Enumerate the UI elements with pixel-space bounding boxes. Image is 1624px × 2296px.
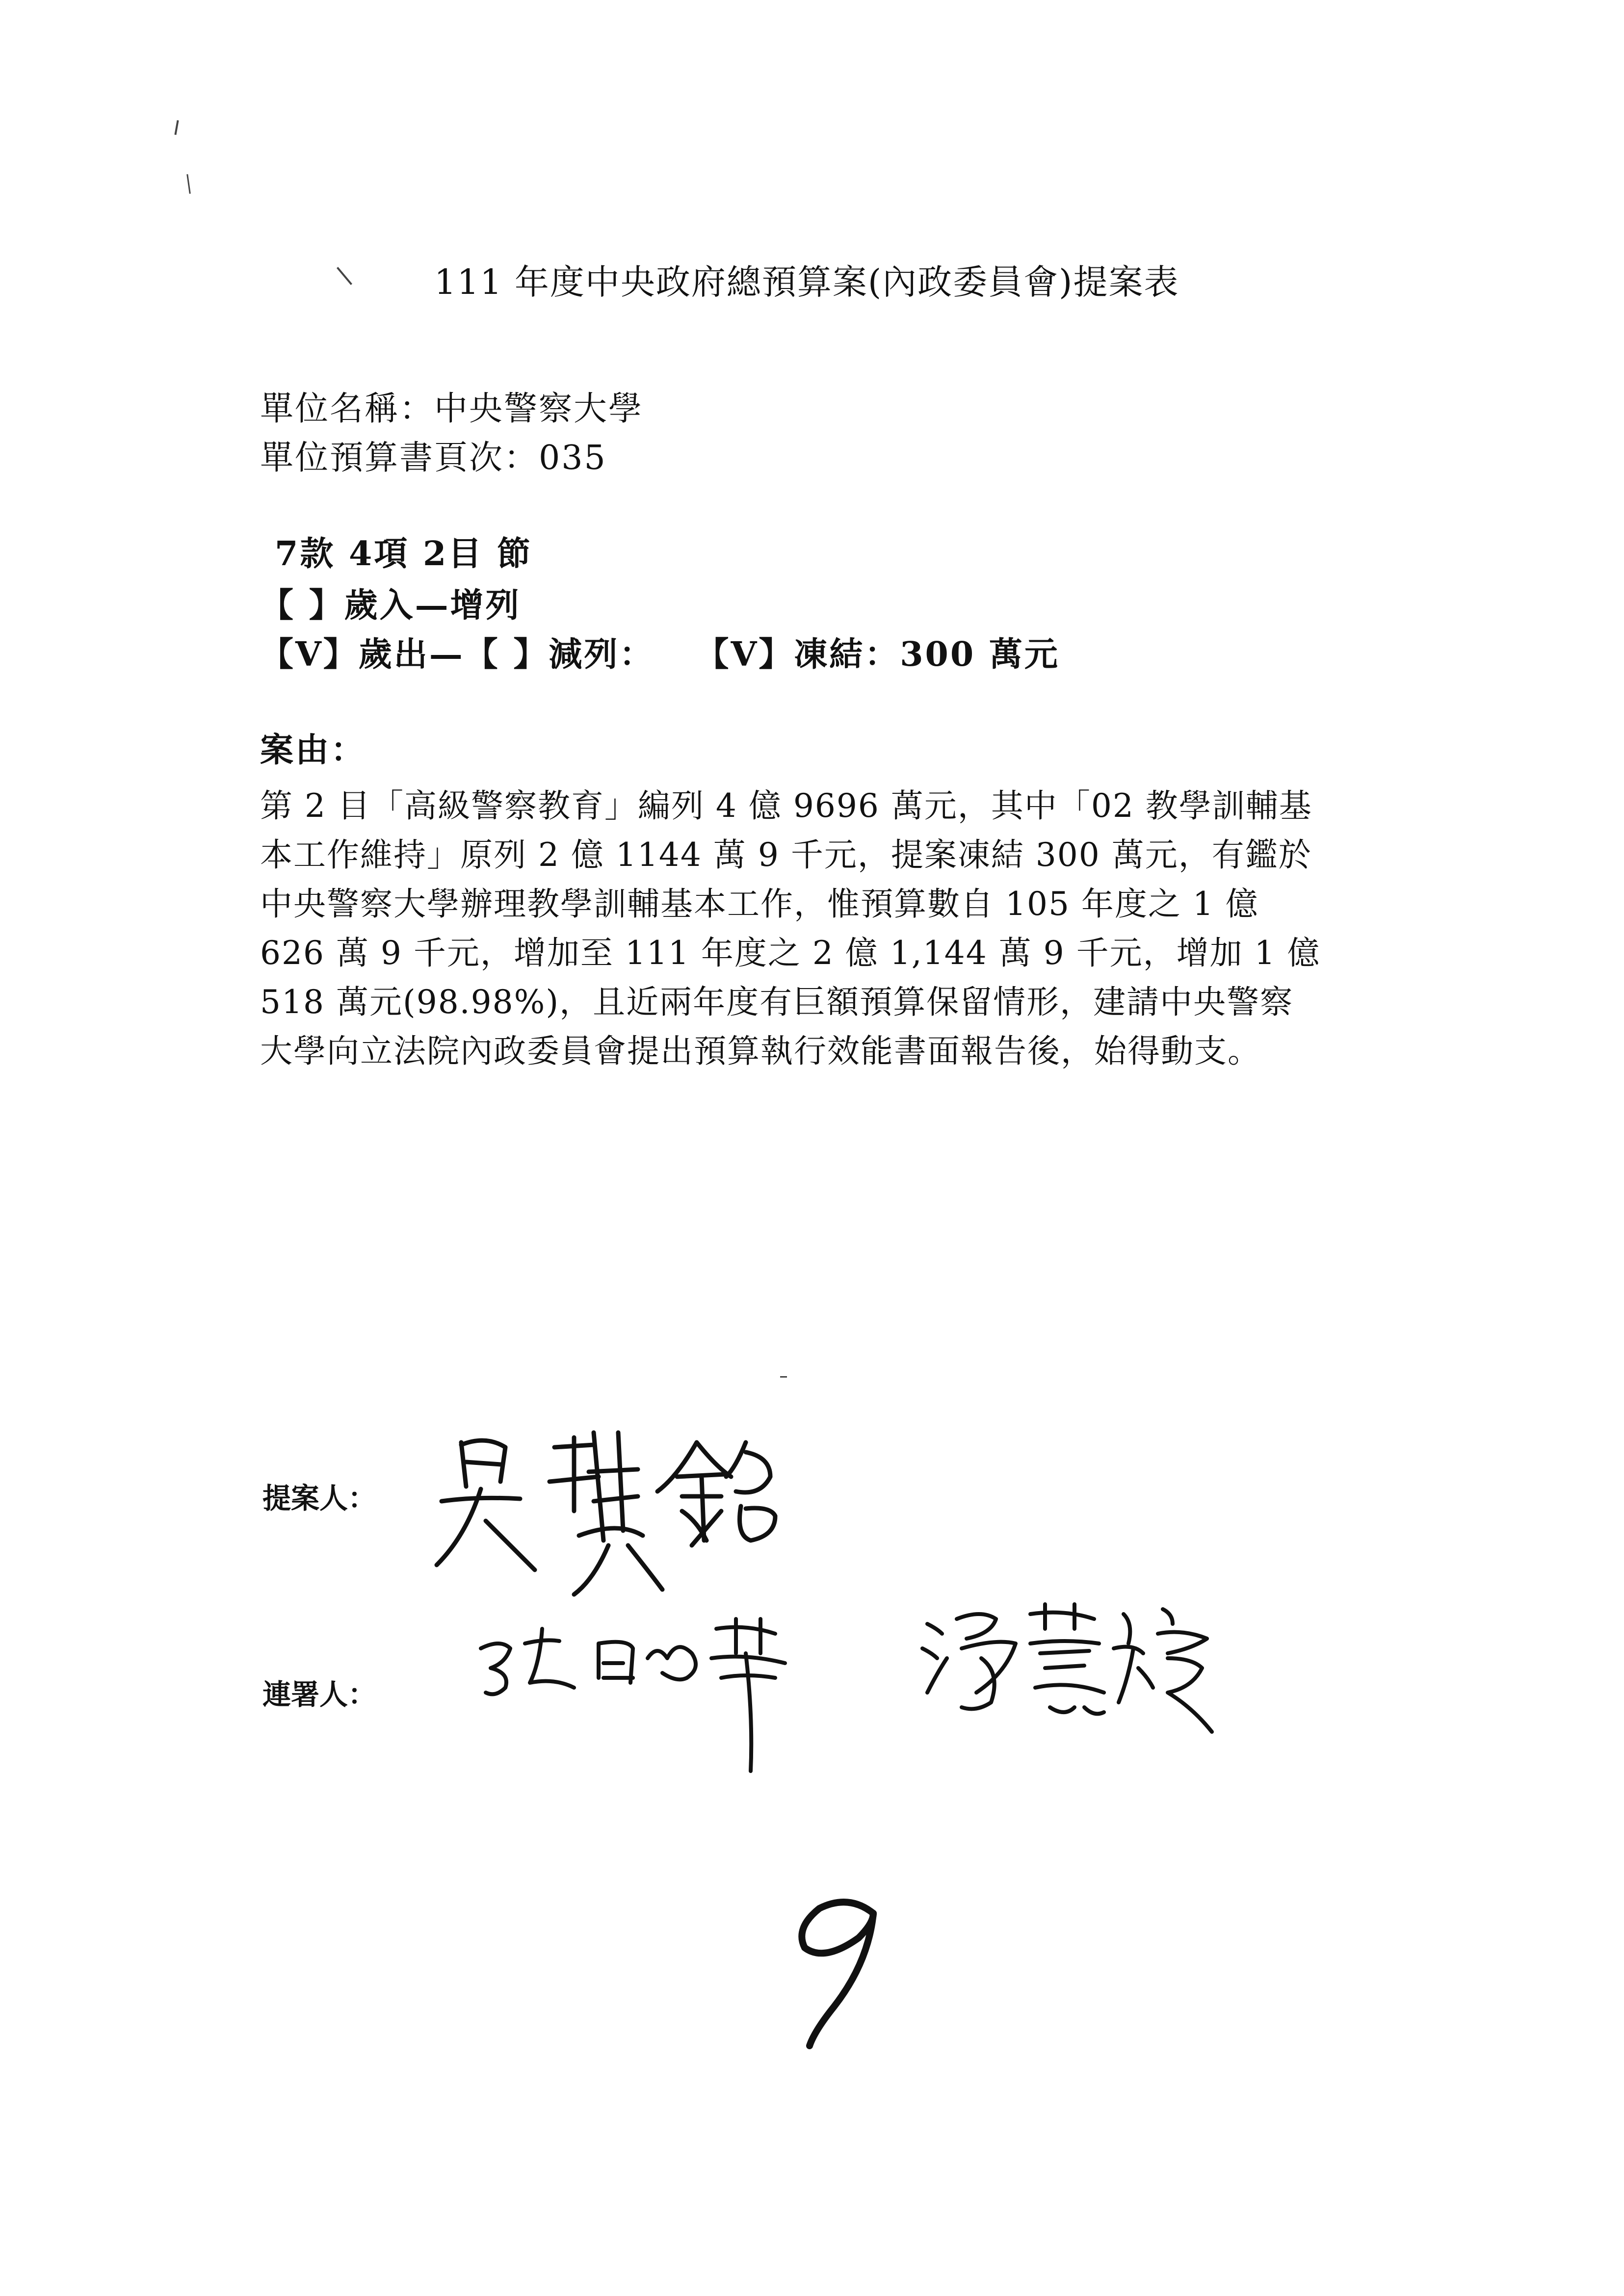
cosigner-signature-1 [471, 1609, 854, 1791]
reason-line: 626 萬 9 千元，增加至 111 年度之 2 億 1,144 萬 9 千元，增加 1 億 [260, 934, 1321, 972]
budget-page-number: 單位預算書頁次：035 [260, 439, 607, 477]
cosigner-label: 連署人： [262, 1678, 377, 1711]
reason-line: 第 2 目「高級警察教育」編列 4 億 9696 萬元，其中「02 教學訓輔基 [260, 787, 1312, 825]
category-line: 7款 4項 2目 節 [275, 534, 532, 574]
scan-speck [174, 120, 179, 135]
document-title: 111 年度中央政府總預算案(內政委員會)提案表 [434, 262, 1179, 302]
cosigner-signature-2 [917, 1594, 1222, 1742]
proposer-signature [432, 1423, 785, 1604]
revenue-line: 【 】歲入—增列 [260, 586, 521, 625]
expenditure-line: 【V】歲出—【 】減列： 【V】凍結：300 萬元 [260, 635, 1060, 674]
reason-line: 518 萬元(98.98%)，且近兩年度有巨額預算保留情形，建請中央警察 [260, 983, 1294, 1021]
unit-name: 單位名稱：中央警察大學 [260, 390, 644, 428]
reason-heading: 案由： [260, 731, 367, 770]
reason-line: 中央警察大學辦理教學訓輔基本工作，惟預算數自 105 年度之 1 億 [260, 885, 1259, 923]
scan-speck [337, 267, 352, 285]
scan-speck [186, 174, 191, 194]
reason-line: 大學向立法院內政委員會提出預算執行效能書面報告後，始得動支。 [260, 1032, 1261, 1070]
scan-speck [780, 1376, 787, 1378]
handwritten-page-number [775, 1884, 903, 2051]
proposer-label: 提案人： [262, 1482, 377, 1515]
reason-line: 本工作維持」原列 2 億 1144 萬 9 千元，提案凍結 300 萬元，有鑑於 [260, 836, 1312, 874]
